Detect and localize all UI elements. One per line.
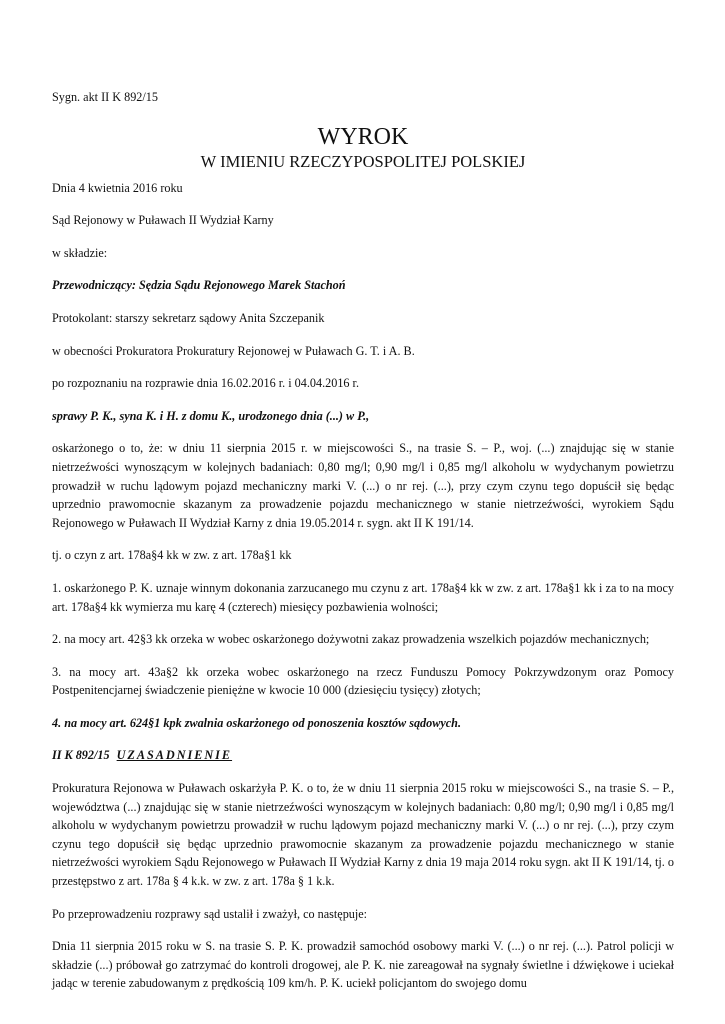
- verdict-point-2: 2. na mocy art. 42§3 kk orzeka w wobec oskarżonego dożywotni zakaz prowadzenia wszelkich pojazdów mechanicznych;: [52, 632, 650, 647]
- verdict-date: Dnia 4 kwietnia 2016 roku: [52, 180, 183, 195]
- charge-text: oskarżonego o to, że: w dniu 11 sierpnia 2015 r. w miejscowości S., na trasie S. – P., woj. (...) znajdując się w stanie nietrzeźwości wynoszącym w kolejnych badaniach: 0,80 mg/l; 0,90 mg/l i 0,85 mg/l alkoholu w wydychanym powietrzu prowadził w ruchu lądowym pojazd mechaniczny marki V. (...) o nr rej. (...), przy czym czynu tego dopuścił się będąc uprzednio prawomocnie skazanym za prowadzenie pojazdu mechanicznego w stanie nietrzeźwości, wyrokiem Sądu Rejonowego w Puławach II Wydział Karny z dnia 19.05.2014 r. sygn. akt II K 191/14.: [52, 441, 674, 530]
- verdict-point-1: 1. oskarżonego P. K. uznaje winnym dokonania zarzucanego mu czynu z art. 178a§4 kk w zw. z art. 178a§1 kk i za to na mocy art. 178a§4 kk wymierza mu karę 4 (czterech) miesięcy pozbawienia wolności;: [52, 580, 674, 614]
- justification-paragraph-2: Po przeprowadzeniu rozprawy sąd ustalił i zważył, co następuje:: [52, 906, 368, 921]
- justification-case-ref: II K 892/15: [52, 748, 110, 763]
- presiding-judge: Przewodniczący: Sędzia Sądu Rejonowego Marek Stachoń: [52, 278, 346, 293]
- justification-title: UZASADNIENIE: [116, 748, 233, 763]
- document-page: [52, 88, 674, 993]
- charge-qualification: tj. o czyn z art. 178a§4 kk w zw. z art. 178a§1 kk: [52, 548, 292, 563]
- document-title: WYROK: [317, 123, 409, 150]
- court-clerk: Protokolant: starszy sekretarz sądowy Anita Szczepanik: [52, 310, 325, 325]
- case-number: Sygn. akt II K 892/15: [52, 90, 158, 104]
- justification-paragraph-1: Prokuratura Rejonowa w Puławach oskarżyła P. K. o to, że w dniu 11 sierpnia 2015 roku w miejscowości S., na trasie S. – P., województwa (...) znajdując się w stanie nietrzeźwości wynoszącym w kolejnych badaniach: 0,80 mg/l; 0,90 mg/l i 0,85 mg/l alkoholu w wydychanym powietrzu prowadził w ruchu lądowym pojazd mechaniczny marki V. (...) o nr rej. (...), przy czym czynu tego dopuścił się będąc uprzednio prawomocnie skazanym za prowadzenie pojazdu mechanicznego w stanie nietrzeźwości wyrokiem Sądu Rejonowego w Puławach II Wydział Karny z dnia 19 maja 2014 roku sygn. akt II K 191/14, tj. o przestępstwo z art. 178a § 4 k.k. w zw. z art. 178a § 1 k.k.: [52, 781, 674, 889]
- justification-heading: [52, 746, 674, 765]
- verdict-point-3: 3. na mocy art. 43a§2 kk orzeka wobec oskarżonego na rzecz Funduszu Pomocy Pokrzywdzonym oraz Pomocy Postpenitencjarnej świadczenie pieniężne w kwocie 10 000 (dziesięciu tysięcy) złotych;: [52, 664, 674, 698]
- hearing-dates: po rozpoznaniu na rozprawie dnia 16.02.2016 r. i 04.04.2016 r.: [52, 376, 359, 391]
- justification-paragraph-3: Dnia 11 sierpnia 2015 roku w S. na trasie S. P. K. prowadził samochód osobowy marki V. (...) o nr rej. (...). Patrol policji w składzie (...) próbował go zatrzymać do kontroli drogowej, ale P. K. nie zareagował na sygnały świetlne i dźwiękowe i uciekał jadąc w terenie zabudowanym z prędkością 109 km/h. P. K. uciekł policjantom do swojego domu: [52, 939, 674, 991]
- document-subtitle: W IMIENIU RZECZYPOSPOLITEJ POLSKIEJ: [200, 151, 526, 171]
- case-of-defendant: sprawy P. K., syna K. i H. z domu K., urodzonego dnia (...) w P.,: [52, 408, 370, 423]
- court-name: Sąd Rejonowy w Puławach II Wydział Karny: [52, 213, 274, 228]
- composition-label: w składzie:: [52, 245, 108, 260]
- prosecutor-presence: w obecności Prokuratora Prokuratury Rejonowej w Puławach G. T. i A. B.: [52, 343, 415, 358]
- verdict-point-4: 4. na mocy art. 624§1 kpk zwalnia oskarżonego od ponoszenia kosztów sądowych.: [52, 715, 462, 730]
